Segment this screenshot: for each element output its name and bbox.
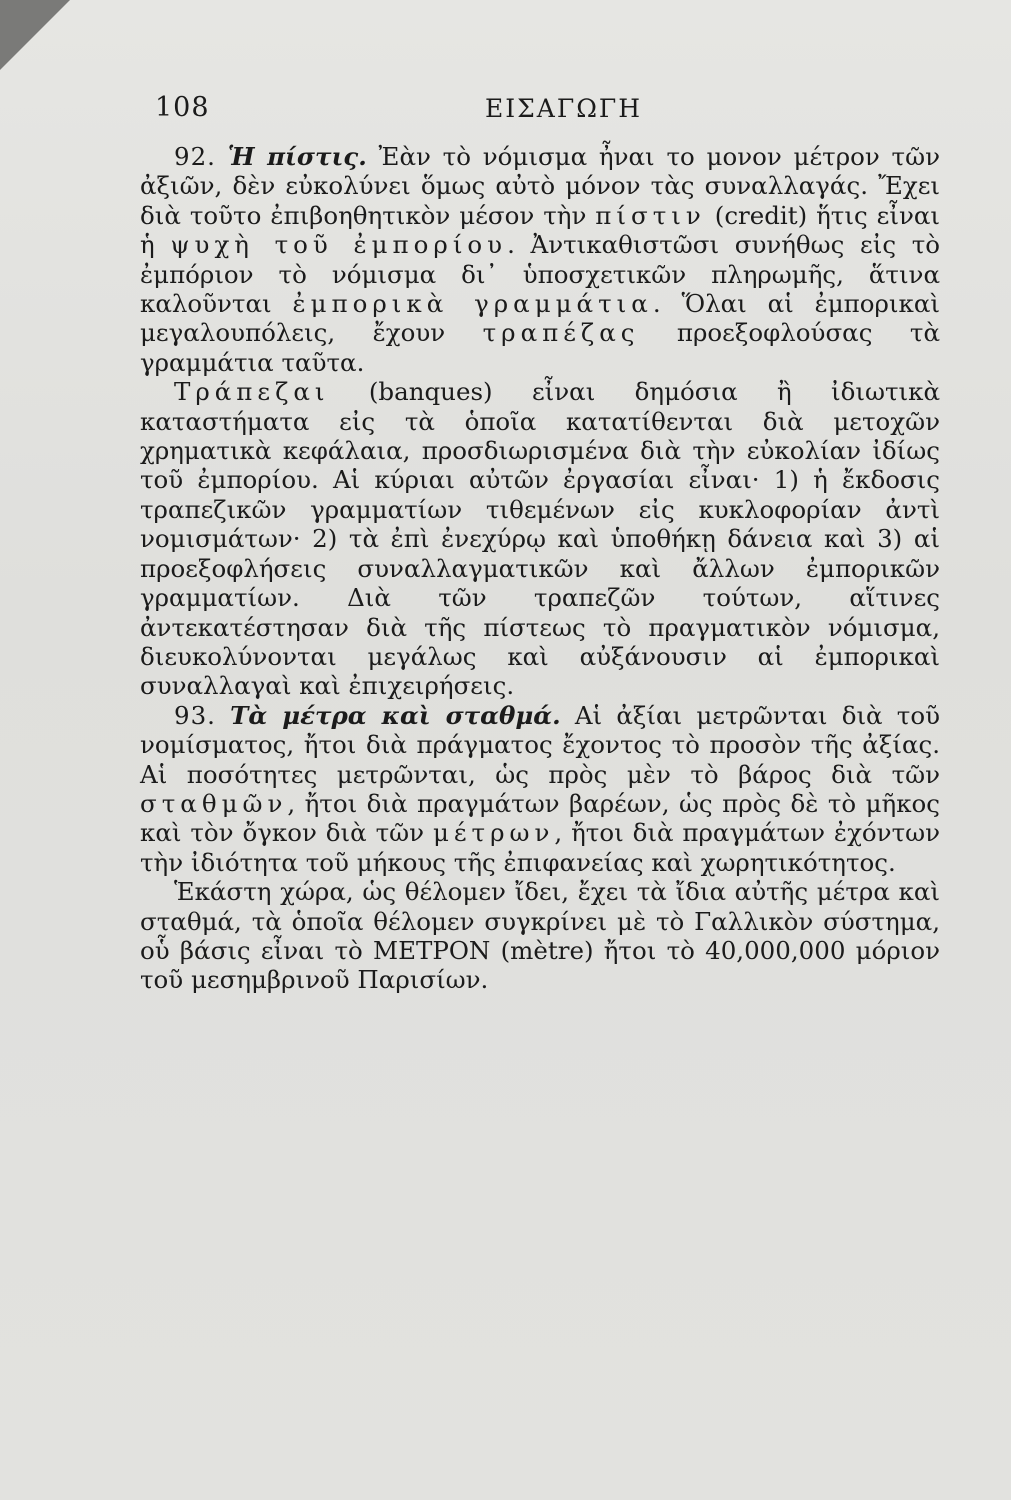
paragraph-92 (140, 142, 940, 377)
paragraph-text: (mètre) ἤτοι τὸ 40,000,000 μόριον τοῦ μεσημβρινοῦ Παρισίων. (140, 935, 940, 995)
spaced-term: ψυχὴ τοῦ ἐμπορίου (170, 230, 508, 260)
running-title: ΕΙΣΑΓΩΓΗ (485, 94, 643, 123)
spaced-term: ἐμπορικὰ γραμμάτια (292, 289, 653, 319)
body-text (140, 142, 940, 995)
paragraph-trapezai (140, 377, 940, 700)
page-number: 108 (155, 92, 210, 123)
section-number: 92. (174, 142, 216, 171)
spaced-term: Τράπεζαι (174, 377, 330, 407)
spaced-term: σταθμῶν (140, 788, 288, 818)
page-corner-shadow (0, 0, 70, 70)
paragraph-text: , ἤτοι διὰ πραγμάτων ἐχόντων τὴν ἰδιότητα τοῦ μήκους τῆς ἐπιφανείας καὶ χωρητικότητος. (140, 818, 940, 877)
section-title: Ἡ πίστις. (227, 142, 367, 171)
paragraph-text: , ἤτοι διὰ πραγμάτων βαρέων, ὡς πρὸς δὲ τὸ μῆκος καὶ τὸν ὄγκον διὰ τῶν (140, 788, 940, 848)
section-title: Τὰ μέτρα καὶ σταθμά. (230, 700, 561, 730)
spaced-term: πίστιν (595, 200, 706, 230)
paragraph-final (140, 877, 940, 995)
caps-term: ΜΕΤΡΟΝ (373, 935, 491, 965)
paragraph-text: Ἑκάστη χώρα, ὡς θέλομεν ἴδει, ἔχει τὰ ἴδια αὐτῆς μέτρα καὶ σταθμά, τὰ ὁποῖα θέλομεν συγκρίνει μὲ τὸ Γαλλικὸν σύστημα, οὗ βάσις εἶναι τὸ (140, 877, 940, 965)
spaced-term: μέτρων (432, 818, 555, 848)
paragraph-text: Ἐὰν τὸ νόμισμα ἦναι το μονον μέτρον τῶν ἀξιῶν, δὲν εὐκολύνει ὅμως αὐτὸ μόνον τὰς συναλλαγάς. Ἔχει διὰ τοῦτο ἐπιβοηθητικὸν μέσον τὴν (140, 142, 940, 230)
paragraph-text: . Ὅλαι αἱ ἐμπορικαὶ μεγαλουπόλεις, ἔχουν (140, 289, 940, 348)
paragraph-text: . Ἀντικαθιστῶσι συνήθως εἰς τὸ ἐμπόριον τὸ νόμισμα δι᾽ ὑποσχετικῶν πληρωμῆς, ἅτινα καλοῦνται (140, 230, 941, 319)
spaced-term: τραπέζας (482, 318, 640, 348)
paragraph-text: Αἱ ἀξίαι μετρῶνται διὰ τοῦ νομίσματος, ἤτοι διὰ πράγματος ἔχοντος τὸ προσὸν τῆς ἀξίας. Αἱ ποσότητες μετρῶνται, ὡς πρὸς μὲν τὸ βάρος διὰ τῶν (140, 700, 940, 789)
paragraph-text: προεξοφλούσας τὰ γραμμάτια ταῦτα. (140, 318, 940, 377)
page-header (155, 92, 931, 132)
paragraph-93 (140, 701, 940, 877)
paragraph-text: (credit) ἥτις εἶναι ἡ (140, 200, 940, 260)
section-number: 93. (174, 700, 216, 730)
paragraph-text: (banques) εἶναι δημόσια ἢ ἰδιωτικὰ καταστήματα εἰς τὰ ὁποῖα κατατίθενται διὰ μετοχῶν χρηματικὰ κεφάλαια, προσδιωρισμένα διὰ τὴν εὐκολίαν ἰδίως τοῦ ἐμπορίου. Αἱ κύριαι αὐτῶν ἐργασίαι εἶναι· 1) ἡ ἔκδοσις τραπεζικῶν γραμματίων τιθεμένων εἰς κυκλοφορίαν ἀντὶ νομισμάτων· 2) τὰ ἐπὶ ἐνεχύρῳ καὶ ὑποθήκῃ δάνεια καὶ 3) αἱ προεξοφλήσεις συναλλαγματικῶν καὶ ἄλλων ἐμπορικῶν γραμματίων. Διὰ τῶν τραπεζῶν τούτων, αἵτινες ἀντεκατέστησαν διὰ τῆς πίστεως τὸ πραγματικὸν νόμισμα, διευκολύνονται μεγάλως καὶ αὐξάνουσιν αἱ ἐμπορικαὶ συναλλαγαὶ καὶ ἐπιχειρήσεις. (140, 377, 940, 701)
